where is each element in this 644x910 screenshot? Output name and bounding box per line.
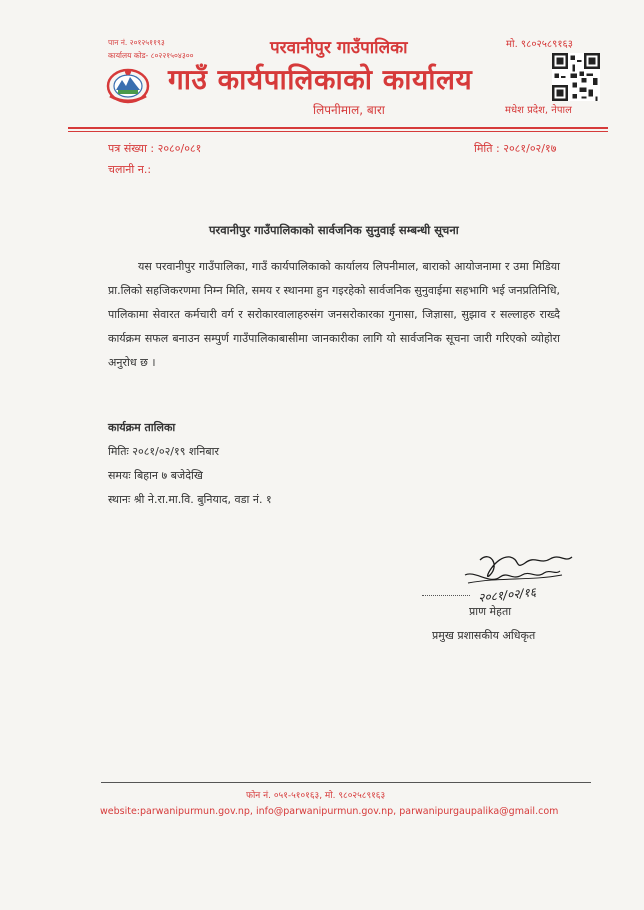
province: मधेश प्रदेश, नेपाल: [505, 105, 572, 116]
letter-number: पत्र संख्या : २०८०/०८१: [108, 142, 202, 155]
pan-number: पान नं. २०१२५११९३: [108, 38, 165, 47]
program-date: मितिः २०८१/०२/१९ शनिबार: [108, 445, 219, 458]
header-divider-thin: [68, 131, 608, 132]
footer-website: website:parwanipurmun.gov.np, info@parwanipurmun.gov.np, parwanipurgaupalika@gmail.com: [100, 806, 559, 817]
qr-code-icon: [552, 53, 600, 101]
nepal-emblem-icon: [106, 66, 150, 104]
office-code: कार्यालय कोड- ८०२२१५०४३००: [108, 51, 194, 60]
notice-body: यस परवानीपुर गाउँपालिका, गाउँ कार्यपालिकाको कार्यालय लिपनीमाल, बाराको आयोजनामा र उमा मिडिया प्रा.लिको सहजिकरणमा निम्न मिति, समय र स्थानमा हुन गइरहेको सार्वजनिक सुनुवाईमा सहभागि भई जनप्रतिनिधि, पालिकामा सेवारत कर्मचारी वर्ग र सरोकारवालाहरुसंग जनसरोकारका गुनासा, जिज्ञासा, सुझाव र सल्लाहरु राख्दै कार्यक्रम सफल बनाउन सम्पुर्ण गाउँपालिकाबासीमा जानकारीका लागि यो सार्वजनिक सूचना जारी गरिएको व्योहोरा अनुरोध छ ।: [108, 260, 560, 369]
office-title: गाउँ कार्यपालिकाको कार्यालय: [168, 63, 473, 96]
signature-date: २०८१/०२/१६: [477, 585, 537, 605]
subject-line: परवानीपुर गाउँपालिकाको सार्वजनिक सुनुवाई सम्बन्धी सूचना: [209, 223, 459, 237]
footer-divider: [101, 782, 591, 783]
footer-phone: फोन नं. ०५१-५१०१६३, मो. ९८०२५८९१६३: [246, 791, 386, 801]
signatory-title: प्रमुख प्रशासकीय अधिकृत: [432, 629, 536, 642]
office-address: लिपनीमाल, बारा: [313, 103, 385, 117]
letter-date: मिति : २०८१/०२/१७: [474, 142, 557, 155]
municipality-name: परवानीपुर गाउँपालिका: [270, 38, 408, 58]
signatory-name: प्राण मेहता: [469, 605, 512, 618]
header-divider: [68, 127, 608, 129]
dispatch-number: चलानी न.:: [108, 163, 152, 176]
program-time: समयः बिहान ७ बजेदेखि: [108, 469, 203, 482]
program-heading: कार्यक्रम तालिका: [108, 421, 176, 434]
header-mobile: मो. ९८०२५८९१६३: [506, 39, 573, 50]
program-venue: स्थानः श्री ने.रा.मा.वि. बुनियाद, वडा नं. १: [108, 493, 272, 506]
signature-line: [422, 595, 470, 596]
